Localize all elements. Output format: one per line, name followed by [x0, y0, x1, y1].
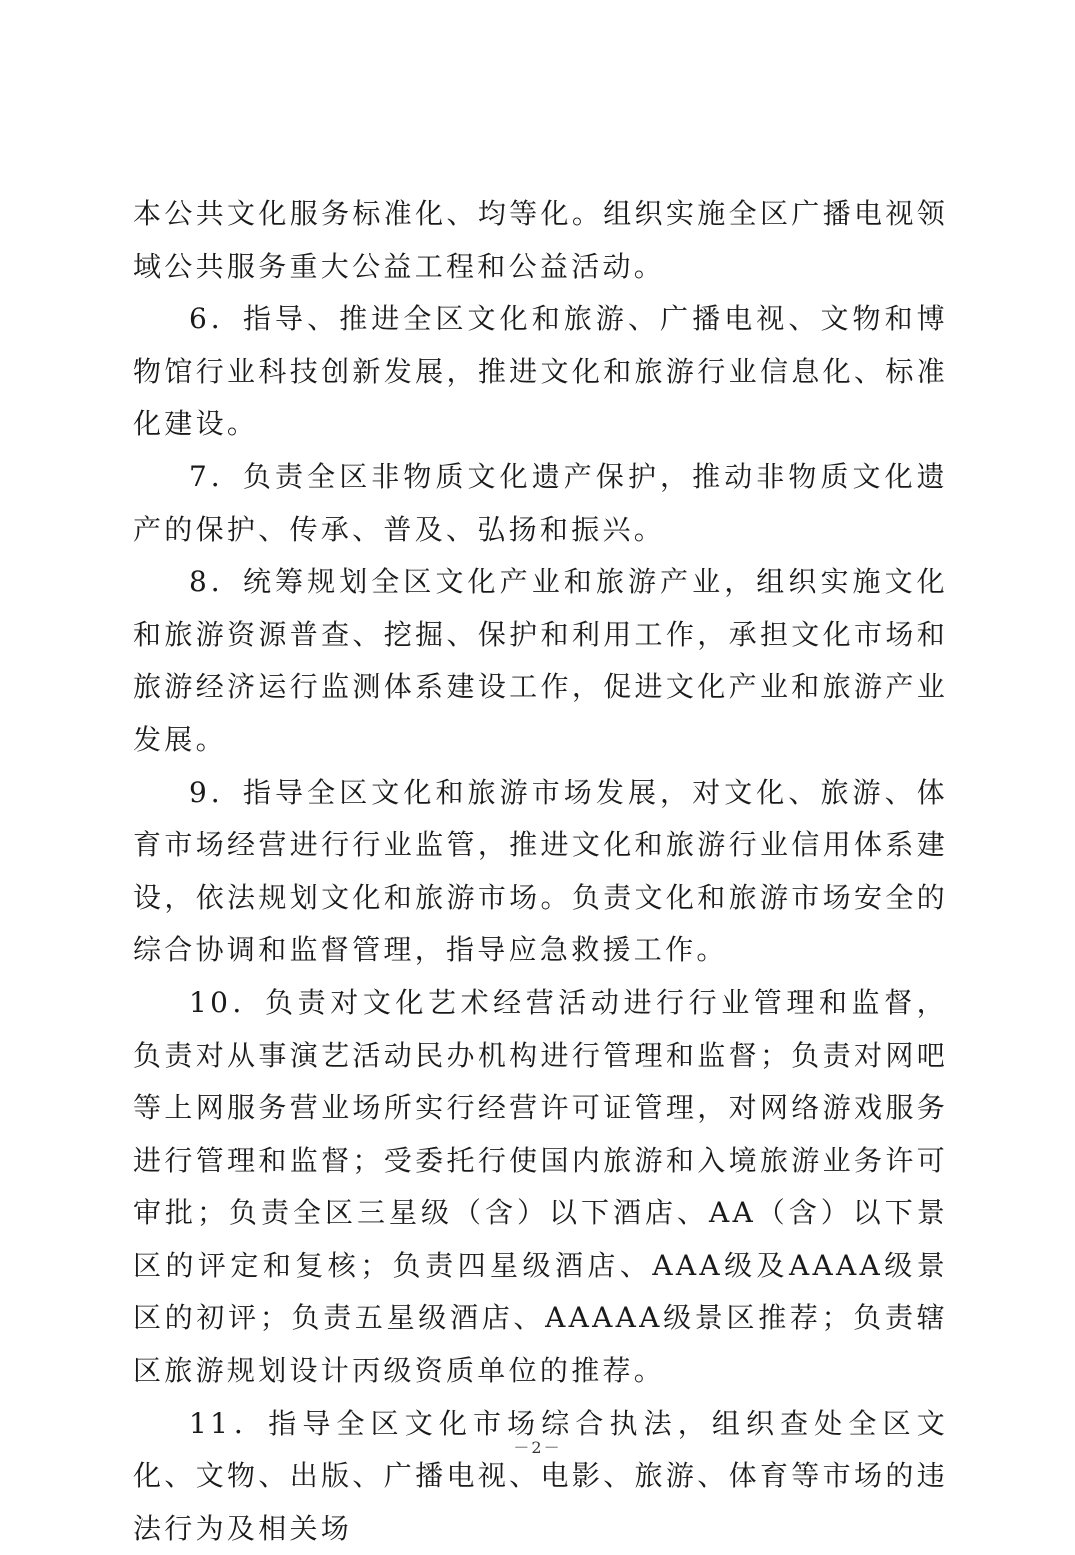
paragraph-item-7: 7．负责全区非物质文化遗产保护，推动非物质文化遗产的保护、传承、普及、弘扬和振兴。	[133, 459, 948, 546]
body-text	[133, 188, 948, 1555]
paragraph-item-6: 6．指导、推进全区文化和旅游、广播电视、文物和博物馆行业科技创新发展，推进文化和旅游行业信息化、标准化建设。	[133, 302, 948, 441]
paragraph-continuation: 本公共文化服务标准化、均等化。组织实施全区广播电视领域公共服务重大公益工程和公益活动。	[133, 197, 948, 283]
page-number: －2－	[513, 1438, 562, 1457]
paragraph-item-8: 8．统筹规划全区文化产业和旅游产业，组织实施文化和旅游资源普查、挖掘、保护和利用工作，承担文化市场和旅游经济运行监测体系建设工作，促进文化产业和旅游产业发展。	[133, 565, 948, 756]
paragraph-item-9: 9．指导全区文化和旅游市场发展，对文化、旅游、体育市场经营进行行业监管，推进文化和旅游行业信用体系建设，依法规划文化和旅游市场。负责文化和旅游市场安全的综合协调和监督管理，指导应急救援工作。	[133, 775, 948, 967]
paragraph-item-10: 10．负责对文化艺术经营活动进行行业管理和监督，负责对从事演艺活动民办机构进行管理和监督；负责对网吧等上网服务营业场所实行经营许可证管理，对网络游戏服务进行管理和监督；受委托行使国内旅游和入境旅游业务许可审批；负责全区三星级（含）以下酒店、AA（含）以下景区的评定和复核；负责四星级酒店、AAA级及AAAA级景区的初评；负责五星级酒店、AAAAA级景区推荐；负责辖区旅游规划设计丙级资质单位的推荐。	[133, 985, 948, 1388]
paragraph-item-11: 11．指导全区文化市场综合执法，组织查处全区文化、文物、出版、广播电视、电影、旅游、体育等市场的违法行为及相关场	[133, 1406, 948, 1545]
